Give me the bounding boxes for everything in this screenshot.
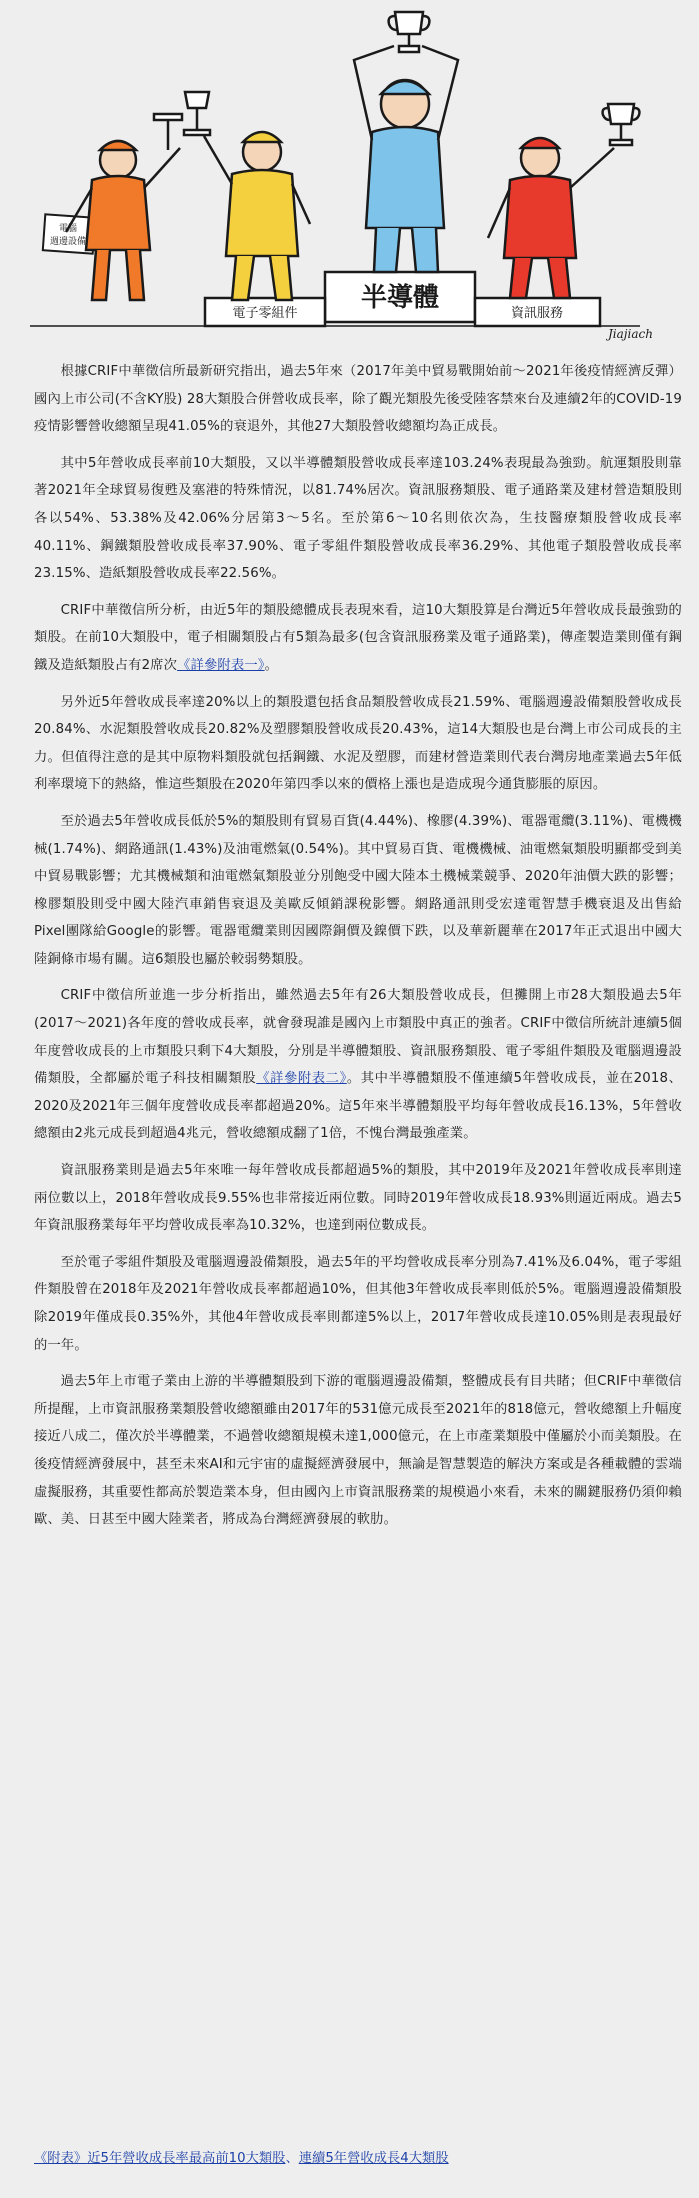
paragraph: 至於過去5年營收成長低於5%的類股則有貿易百貨(4.44%)、橡膠(4.39%)、電器電纜(3.11%)、電機機械(1.74%)、網路通訊(1.43%)及油電燃氣(0.54%)。其中貿易百貨、電機機械、油電燃氣類股明顯都受到美中貿易戰影響；尤其機械類和油電燃氣類股並分別飽受中國大陸本土機械業競爭、2020年油價大跌的影響；橡膠類股則受中國大陸汽車銷售衰退及美歐反傾銷課稅影響。網路通訊則受宏達電智慧手機衰退及出售給Pixel團隊給Google的影響。電器電纜業則因國際銅價及鎳價下跌，以及華新麗華在2017年正式退出中國大陸銅條市場有關。這6類股也屬於較弱勢類股。	[34, 813, 682, 967]
podium-sign-right	[475, 298, 600, 326]
paragraph: 其中5年營收成長率前10大類股，又以半導體類股營收成長率達103.24%表現最為強勁。航運類股則靠著2021年全球貿易復甦及塞港的特殊情況，以81.74%居次。資訊服務類股、電子通路業及建材營造類股則各以54%、53.38%及42.06%分居第3～5名。至於第6～10名則依次為，生技醫療類股營收成長率40.11%、鋼鐵類股營收成長率37.90%、電子零組件類股營收成長率36.29%、其他電子類股營收成長率23.15%、造紙類股營收成長率22.56%。	[34, 455, 682, 582]
artist-signature: Jiajiach	[608, 327, 653, 341]
appendix-table-1-link[interactable]: 《詳參附表一》	[177, 657, 265, 673]
sign-label-center: 半導體	[360, 283, 440, 313]
appendix-links	[34, 2148, 449, 2170]
paragraph: 資訊服務業則是過去5年來唯一每年營收成長都超過5%的類股，其中2019年及2021年營收成長率則達兩位數以上，2018年營收成長9.55%也非常接近兩位數。同時2019年營收成長18.93%則逼近兩成。過去5年資訊服務業每年平均營收成長率為10.32%，也達到兩位數成長。	[34, 1163, 682, 1234]
paragraph-text: 。	[264, 657, 279, 673]
appendix-link-top10[interactable]: 近5年營收成長率最高前10大類股	[87, 2151, 286, 2166]
appendix-link-top4[interactable]: 連續5年營收成長4大類股	[298, 2151, 449, 2166]
paragraph-text: CRIF中徵信所並進一步分析指出，雖然過去5年有26大類股營收成長，但攤開上市28大類股過去5年(2017～2021)各年度的營收成長率，就會發現誰是國內上市類股中真正的強者。CRIF中徵信所統計連續5個年度營收成長的上市類股只剩下4大類股，分別是半導體類股、資訊服務類股、電子零組件類股及電腦週邊設備類股，全都屬於電子科技相關類股	[34, 988, 682, 1087]
paragraph	[34, 982, 682, 1148]
header-illustration	[0, 0, 699, 348]
sign-label-left: 電子零組件	[232, 306, 298, 321]
appendix-separator: 、	[285, 2151, 299, 2166]
paragraph: 至於電子零組件類股及電腦週邊設備類股，過去5年的平均營收成長率分別為7.41%及6.04%，電子零組件類股曾在2018年及2021年營收成長率都超過10%，但其他3年營收成長率則低於5%。電腦週邊設備類股除2019年僅成長0.35%外，其他4年營收成長率則都達5%以上，2017年營收成長達10.05%則是表現最好的一年。	[34, 1254, 682, 1353]
podium-sign-left	[205, 298, 325, 326]
article-body	[34, 358, 682, 1543]
appendix-prefix: 《附表》	[34, 2151, 88, 2166]
paragraph: 根據CRIF中華徵信所最新研究指出，過去5年來（2017年美中貿易戰開始前～2021年後疫情經濟反彈）國內上市公司(不含KY股) 28大類股合併營收成長率，除了觀光類股先後受陸客禁來台及連續2年的COVID-19疫情影響營收總額呈現41.05%的衰退外，其他27大類股營收總額均為正成長。	[34, 364, 682, 435]
paragraph-text: 。其中半導體類股不僅連續5年營收成長，並在2018、2020及2021年三個年度營收成長率都超過20%。這5年來半導體類股平均每年營收成長16.13%，5年營收總額由2兆元成長到超過4兆元，營收總額成翻了1倍，不愧台灣最強產業。	[34, 1071, 682, 1142]
appendix-table-2-link[interactable]: 《詳參附表二》	[256, 1071, 347, 1087]
paragraph	[34, 597, 682, 680]
sign-label-far-left-1: 電腦	[58, 224, 78, 234]
podium-sign-center	[325, 272, 475, 322]
sign-label-far-left-2: 週邊設備	[49, 237, 87, 247]
paragraph: 過去5年上市電子業由上游的半導體類股到下游的電腦週邊設備類，整體成長有目共睹；但CRIF中華徵信所提醒，上市資訊服務業類股營收總額雖由2017年的531億元成長至2021年的818億元，營收總額上升幅度接近八成二，僅次於半導體業，不過營收總額規模未達1,000億元，在上市產業類股中僅屬於小而美類股。在後疫情經濟發展中，甚至未來AI和元宇宙的虛擬經濟發展中，無論是智慧製造的解決方案或是各種載體的雲端虛擬服務，其重要性都高於製造業本身，但由國內上市資訊服務業的規模過小來看，未來的關鍵服務仍須仰賴歐、美、日甚至中國大陸業者，將成為台灣經濟發展的軟肋。	[34, 1374, 682, 1528]
sign-label-right: 資訊服務	[510, 306, 564, 321]
paragraph-text: CRIF中華徵信所分析，由近5年的類股總體成長表現來看，這10大類股算是台灣近5年營收成長最強勁的類股。在前10大類股中，電子相關類股占有5類為最多(包含資訊服務業及電子通路業)，傳產製造業則僅有鋼鐵及造紙類股占有2席次	[34, 602, 682, 673]
paragraph: 另外近5年營收成長率達20%以上的類股還包括食品類股營收成長21.59%、電腦週邊設備類股營收成長20.84%、水泥類股營收成長20.82%及塑膠類股營收成長20.43%，這14大類股也是台灣上市公司成長的主力。但值得注意的是其中原物料類股就包括鋼鐵、水泥及塑膠，而建材營造業則代表台灣房地產業過去5年低利率環境下的熱絡，惟這些類股在2020年第四季以來的價格上漲也是造成現今通貨膨脹的原因。	[34, 694, 682, 793]
